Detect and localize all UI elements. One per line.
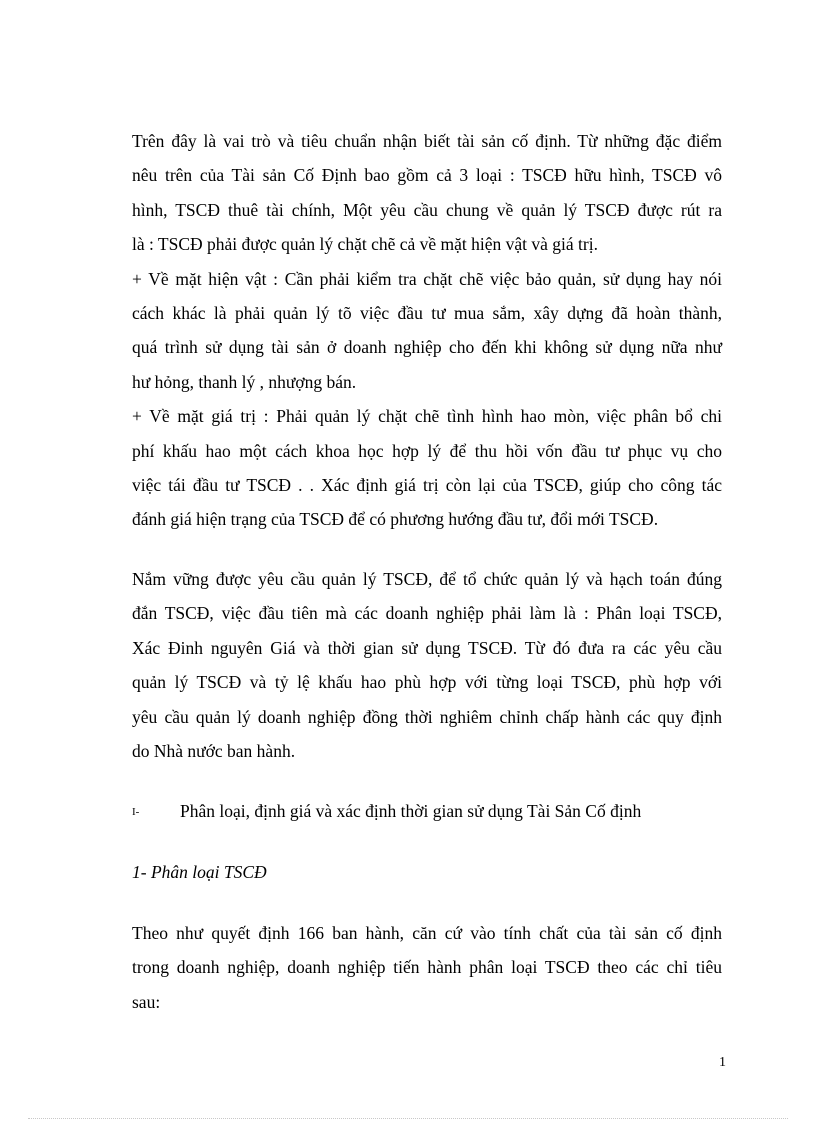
text-line: đánh giá hiện trạng của TSCĐ để có phương hướng đầu tư, đổi mới TSCĐ. bbox=[132, 509, 659, 530]
text-line: hư hỏng, thanh lý , nhượng bán. bbox=[132, 371, 357, 392]
text-line: Theo như quyết định 166 ban hành, căn cứ vào tính chất của tài sản cố định bbox=[132, 923, 722, 943]
text-line: cách khác là phải quản lý tõ việc đầu tư mua sắm, xây dựng đã hoàn thành, bbox=[132, 302, 722, 323]
section-number: I- bbox=[132, 806, 140, 818]
text-line: Nắm vững được yêu cầu quản lý TSCĐ, để tổ chức quản lý và hạch toán đúng bbox=[132, 569, 722, 589]
text-line: Trên đây là vai trò và tiêu chuẩn nhận biết tài sản cố định. Từ những đặc điểm bbox=[132, 131, 722, 151]
text-line: do Nhà nước ban hành. bbox=[132, 740, 296, 761]
text-line: yêu cầu quản lý doanh nghiệp đồng thời nghiêm chỉnh chấp hành các quy định bbox=[132, 706, 722, 727]
page-bottom-divider bbox=[28, 1118, 788, 1119]
section-title: Phân loại, định giá và xác định thời gian sử dụng Tài Sản Cố định bbox=[180, 801, 642, 821]
text-line: trong doanh nghiệp, doanh nghiệp tiến hành phân loại TSCĐ theo các chỉ tiêu bbox=[132, 957, 722, 978]
text-line: quá trình sử dụng tài sản ở doanh nghiệp cho đến khi không sử dụng nữa như bbox=[132, 337, 722, 358]
subsection-heading: 1- Phân loại TSCĐ bbox=[132, 862, 267, 882]
text-line: Xác Đinh nguyên Giá và thời gian sử dụng TSCĐ. Từ đó đưa ra các yêu cầu bbox=[132, 637, 722, 658]
text-line: là : TSCĐ phải được quản lý chặt chẽ cả về mặt hiện vật và giá trị. bbox=[132, 234, 598, 255]
text-line: hình, TSCĐ thuê tài chính, Một yêu cầu chung về quản lý TSCĐ được rút ra bbox=[132, 199, 722, 220]
text-line: + Về mặt giá trị : Phải quản lý chặt chẽ tình hình hao mòn, việc phân bổ chi bbox=[132, 406, 722, 427]
text-line: quản lý TSCĐ và tỷ lệ khấu hao phù hợp với từng loại TSCĐ, phù hợp với bbox=[132, 672, 722, 693]
page-number: 1 bbox=[719, 1055, 726, 1070]
text-line: sau: bbox=[132, 991, 161, 1012]
paragraph-classification-intro bbox=[132, 562, 722, 768]
text-line: phí khấu hao một cách khoa học hợp lý để thu hồi vốn đầu tư phục vụ cho bbox=[132, 440, 722, 461]
text-line: việc tái đầu tư TSCĐ . . Xác định giá trị còn lại của TSCĐ, giúp cho công tác bbox=[132, 474, 722, 495]
text-line: đắn TSCĐ, việc đầu tiên mà các doanh nghiệp phải làm là : Phân loại TSCĐ, bbox=[132, 603, 722, 624]
text-line: + Về mặt hiện vật : Cần phải kiểm tra chặt chẽ việc bảo quản, sử dụng hay nói bbox=[132, 268, 722, 289]
text-line: nêu trên của Tài sản Cố Định bao gồm cả 3 loại : TSCĐ hữu hình, TSCĐ vô bbox=[132, 165, 722, 186]
paragraph-requirements bbox=[132, 124, 722, 537]
paragraph-classification-basis bbox=[132, 916, 722, 1019]
